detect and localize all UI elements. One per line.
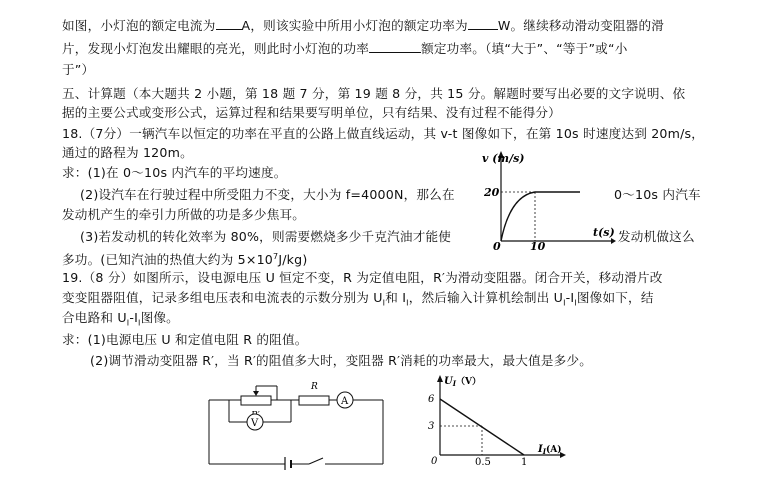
q18-line-1: 18.（7分）一辆汽车以恒定的功率在平直的公路上做直线运动，其 v-t 图像如下，在第 10s 时速度达到 20m/s， (62, 126, 705, 141)
text: ，然后输入计算机绘制出 U (408, 290, 564, 305)
slider-arrow (253, 391, 259, 396)
x-axis-label: t(s) (593, 226, 615, 239)
text: -I (129, 310, 139, 325)
x-tick-0-5: 0.5 (475, 457, 491, 468)
velocity-curve (501, 192, 580, 241)
y-tick-3: 3 (428, 421, 435, 432)
text: 图像如下，结 (576, 290, 654, 305)
origin-label: 0 (431, 456, 438, 467)
x-tick-10: 10 (530, 240, 546, 250)
text: -I (565, 290, 575, 305)
blank-current (216, 17, 242, 30)
rheostat (241, 396, 271, 405)
y-axis-label: v (m/s) (482, 152, 525, 165)
blank-power (468, 17, 498, 30)
text: 多功。(已知汽油的热值大约为 5×10 (62, 252, 274, 268)
q18-line-6b: 发动机做这么 (618, 229, 695, 244)
text: 如图，小灯泡的额定电流为 (62, 18, 216, 33)
q19-line-2 (62, 290, 654, 312)
subscript: I (406, 298, 409, 308)
x-axis-label: $I_I(A)$ (538, 444, 562, 456)
y-tick-20: 20 (484, 186, 500, 199)
vt-graph (476, 146, 616, 250)
fill-in-line-1 (62, 17, 664, 34)
text: 额定功率。（填“大于”、“等于”或“小 (421, 41, 628, 56)
subscript: I (126, 318, 130, 328)
subscript: I (563, 298, 566, 308)
resistor-label: R (311, 382, 318, 392)
q19-line-4: 求：(1)电源电压 U 和定值电阻 R 的阻值。 (62, 332, 308, 347)
unit-w: W (497, 18, 511, 33)
resistor (299, 396, 329, 405)
text: 变变阻器阻值，记录多组电压表和电流表的示数分别为 U (62, 290, 383, 305)
q18-line-7 (62, 249, 308, 268)
text: 。继续移动滑动变阻器的滑 (510, 18, 665, 33)
q19-line-1: 19.（8 分）如图所示，设电源电压 U 恒定不变，R 为定值电阻，R′为滑动变阻器。闭合开关，移动滑片改 (62, 270, 663, 285)
subscript: I (574, 298, 577, 308)
fill-in-line-2 (62, 40, 628, 57)
text: ，则该实验中所用小灯泡的额定功率为 (250, 18, 468, 33)
ammeter-label: A (341, 396, 349, 407)
subscript: I (138, 318, 141, 328)
q18-line-3: 求：(1)在 0～10s 内汽车的平均速度。 (62, 165, 287, 180)
section-heading-2: 据的主要公式或变形公式，运算过程和结果要写明单位，只有结果、没有过程不能得分） (62, 105, 561, 120)
switch-blade (309, 458, 323, 464)
section-heading: 五、计算题（本大题共 2 小题，第 18 题 7 分，第 19 题 8 分，共 15 分。解题时要写出必要的文字说明、依 (62, 86, 686, 101)
blank-compare (369, 40, 421, 53)
origin-label: 0 (493, 240, 501, 250)
u-i-graph (420, 372, 570, 468)
fill-in-line-3: 于”） (62, 62, 95, 77)
q18-line-6a: (3)若发动机的转化效率为 80%，则需要燃烧多少千克汽油才能使 (80, 229, 452, 244)
circuit-diagram (205, 374, 390, 470)
q18-line-4b: 0～10s 内汽车 (614, 187, 701, 202)
q19-line-3 (62, 310, 179, 332)
q18-line-2: 通过的路程为 120m。 (62, 145, 193, 160)
y-tick-6: 6 (428, 394, 435, 405)
y-axis-label: $U_I(V)$ (444, 376, 481, 388)
text: 合电路和 U (62, 310, 127, 325)
unit-a: A (241, 18, 251, 33)
text: J/kg) (278, 252, 308, 268)
text: 片，发现小灯泡发出耀眼的亮光，则此时小灯泡的功率 (62, 41, 370, 56)
q18-line-4a: (2)设汽车在行驶过程中所受阻力不变，大小为 f=4000N，那么在 (80, 187, 455, 202)
x-tick-1: 1 (521, 457, 528, 468)
q18-line-5: 发动机产生的牵引力所做的功是多少焦耳。 (62, 207, 306, 222)
subscript: I (382, 298, 386, 308)
text: 和 I (385, 290, 407, 305)
q19-line-5: (2)调节滑动变阻器 R′，当 R′的阻值多大时，变阻器 R′消耗的功率最大，最大值是多少。 (90, 353, 593, 368)
text: 图像。 (140, 310, 179, 325)
exponent: 7 (273, 252, 279, 261)
y-axis-arrow (437, 375, 443, 382)
voltmeter-label: V (251, 418, 259, 429)
